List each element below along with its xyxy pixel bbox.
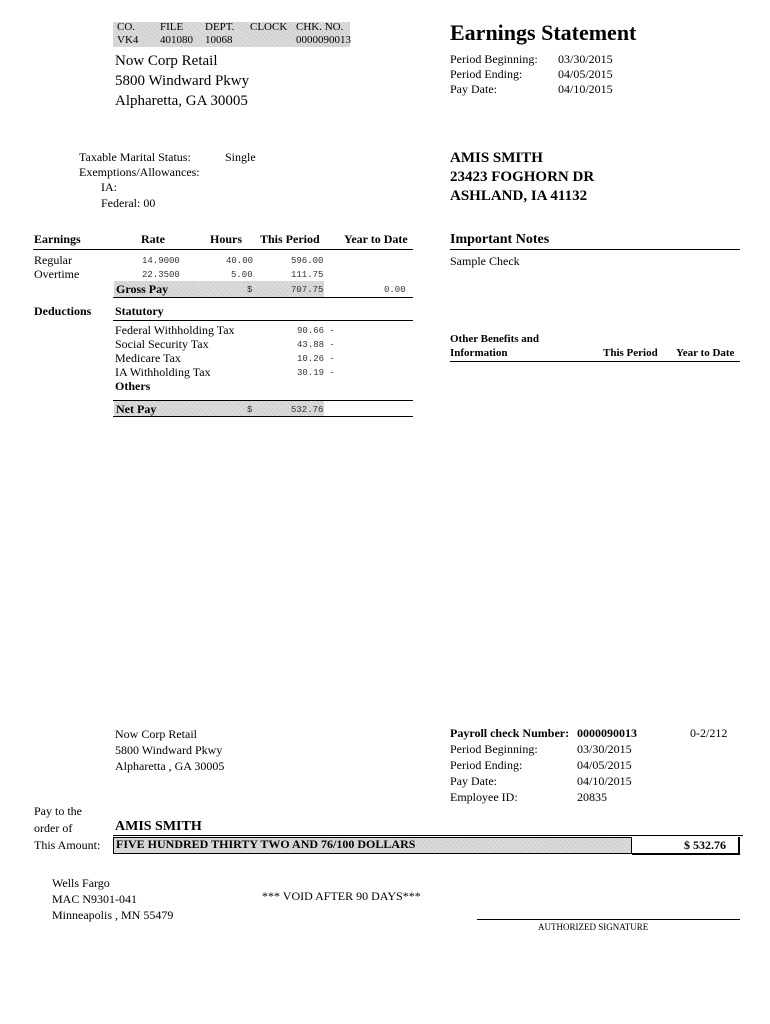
check-period-ending-value: 04/05/2015 [577, 758, 632, 772]
check-company-street: 5800 Windward Pkwy [115, 743, 223, 757]
earnings-col-ytd: Year to Date [344, 232, 408, 246]
bank-mac: MAC N9301-041 [52, 892, 138, 906]
exemptions-label: Exemptions/Allowances: [79, 165, 200, 179]
earnings-section-label: Earnings [34, 232, 81, 246]
deductions-section-label: Deductions [34, 304, 92, 318]
check-period-beginning-label: Period Beginning: [450, 742, 538, 756]
check-company-address [115, 726, 224, 774]
check-company-city: Alpharetta , GA 30005 [115, 759, 225, 773]
order-of-label: order of [34, 821, 73, 835]
company-city: Alpharetta, GA 30005 [115, 93, 248, 109]
check-period-beginning-value: 03/30/2015 [577, 742, 632, 756]
benefits-col-period: This Period [603, 347, 658, 359]
bank-address [52, 875, 173, 923]
check-pay-date-value: 04/10/2015 [577, 774, 632, 788]
employee-street: 23423 FOGHORN DR [450, 169, 595, 185]
gross-pay-rule [113, 297, 413, 298]
check-period-ending-label: Period Ending: [450, 758, 523, 772]
header-label-dept: DEPT. [205, 21, 235, 33]
bank-city: Minneapolis , MN 55479 [52, 908, 174, 922]
header-value-co: VK4 [117, 34, 139, 46]
earnings-row-regular-period: 596.00 [291, 256, 324, 266]
company-address [115, 51, 249, 111]
gross-pay-dollar: $ [247, 285, 253, 295]
void-notice: *** VOID AFTER 90 DAYS*** [262, 889, 421, 903]
earnings-header-rule [33, 249, 413, 250]
company-name: Now Corp Retail [115, 53, 218, 69]
earnings-row-regular-label: Regular [34, 253, 72, 267]
earnings-col-rate: Rate [141, 232, 165, 246]
check-routing: 0-2/212 [690, 726, 728, 740]
gross-pay-ytd: 0.00 [384, 285, 406, 295]
check-number-value: 0000090013 [577, 726, 637, 740]
pay-to-label: Pay to the [34, 804, 82, 818]
earnings-row-overtime-hours: 5.00 [231, 270, 253, 280]
net-pay-amount: 532.76 [291, 405, 324, 415]
header-label-file: FILE [160, 21, 184, 33]
employee-name: AMIS SMITH [450, 150, 543, 166]
header-value-dept: 10068 [205, 34, 233, 46]
net-pay-label: Net Pay [116, 402, 157, 416]
ia-label: IA: [101, 180, 117, 194]
others-label: Others [115, 379, 151, 393]
amount-words: FIVE HUNDRED THIRTY TWO AND 76/100 DOLLARS [116, 837, 416, 851]
check-number-label: Payroll check Number: [450, 726, 570, 740]
earnings-row-overtime-label: Overtime [34, 267, 80, 281]
earnings-row-regular-rate: 14.9000 [142, 256, 180, 266]
earnings-col-this-period: This Period [260, 232, 320, 246]
benefits-col-ytd: Year to Date [676, 347, 735, 359]
statement-title: Earnings Statement [450, 20, 637, 45]
employee-address [450, 149, 594, 206]
period-ending-label: Period Ending: [450, 67, 523, 81]
earnings-row-regular-hours: 40.00 [226, 256, 254, 266]
benefits-title-line2: Information [450, 347, 508, 359]
earnings-col-hours: Hours [210, 232, 243, 246]
gross-pay-label: Gross Pay [116, 282, 169, 296]
net-pay-bottom-rule [113, 416, 413, 417]
period-ending-value: 04/05/2015 [558, 67, 613, 81]
net-pay-dollar: $ [247, 405, 253, 415]
earnings-row-overtime-rate: 22.3500 [142, 270, 180, 280]
deduction-federal-amount: 90.66 - [297, 326, 335, 336]
employee-city: ASHLAND, IA 41132 [450, 188, 588, 204]
payee-name: AMIS SMITH [115, 819, 202, 834]
pay-date-value: 04/10/2015 [558, 82, 613, 96]
benefits-title-line1: Other Benefits and [450, 333, 540, 345]
important-notes-rule [450, 249, 740, 250]
company-street: 5800 Windward Pkwy [115, 73, 250, 89]
deduction-ss-label: Social Security Tax [115, 337, 209, 351]
amount-label: This Amount: [34, 838, 101, 852]
payee-rule [113, 835, 743, 836]
header-label-co: CO. [117, 21, 136, 33]
header-value-file: 401080 [160, 34, 193, 46]
header-label-chk: CHK. NO. [296, 21, 344, 33]
period-beginning-value: 03/30/2015 [558, 52, 613, 66]
amount-value: $ 532.76 [684, 838, 726, 852]
check-pay-date-label: Pay Date: [450, 774, 497, 788]
federal-label: Federal: 00 [101, 196, 156, 210]
marital-status-label: Taxable Marital Status: [79, 150, 191, 164]
deduction-federal-label: Federal Withholding Tax [115, 323, 235, 337]
benefits-rule [450, 361, 740, 362]
signature-label: AUTHORIZED SIGNATURE [538, 922, 649, 932]
pay-date-label: Pay Date: [450, 82, 497, 96]
deduction-medicare-label: Medicare Tax [115, 351, 181, 365]
header-label-clock: CLOCK [250, 21, 288, 33]
period-beginning-label: Period Beginning: [450, 52, 538, 66]
statutory-rule [113, 320, 413, 321]
bank-name: Wells Fargo [52, 876, 110, 890]
earnings-row-overtime-period: 111.75 [291, 270, 324, 280]
header-value-chk: 0000090013 [296, 34, 351, 46]
deduction-ia-amount: 30.19 - [297, 368, 335, 378]
check-employee-id-value: 20835 [577, 790, 607, 804]
statutory-label: Statutory [115, 304, 164, 318]
check-company-name: Now Corp Retail [115, 727, 197, 741]
marital-status-value: Single [225, 150, 256, 164]
important-notes-title: Important Notes [450, 232, 550, 247]
deduction-ss-amount: 43.88 - [297, 340, 335, 350]
deduction-ia-label: IA Withholding Tax [115, 365, 211, 379]
deduction-medicare-amount: 10.26 - [297, 354, 335, 364]
check-employee-id-label: Employee ID: [450, 790, 518, 804]
signature-line [477, 919, 740, 920]
important-notes-text: Sample Check [450, 254, 520, 268]
gross-pay-period: 707.75 [291, 285, 324, 295]
